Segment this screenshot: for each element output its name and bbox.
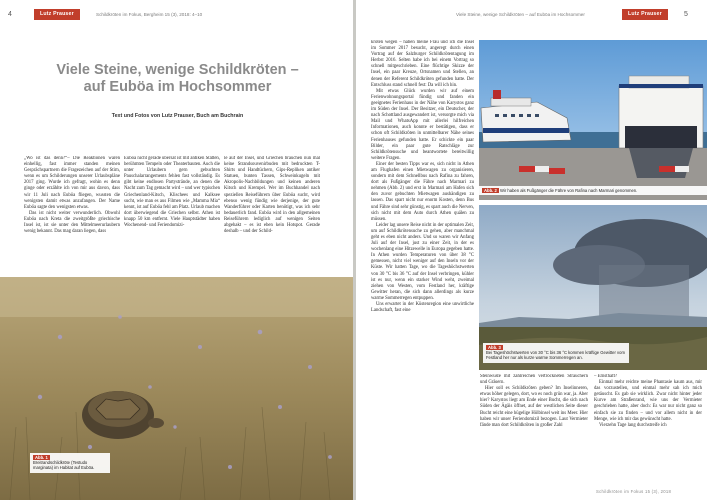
title-line-1: Viele Steine, wenige Schildkröten – xyxy=(56,62,299,78)
paragraph: kröten wegen – haben meine Frau und ich die Insel im Sommer 2017 besucht, angeregt durch einen Vortrag auf der Salzburger Schildkrötentagung im Herbst 2016. Selten habe ich bei einem Vortrag so schnell mitgeschrieben. Eine flüchtige Skizze der Insel, ein paar Kreuze, Ortsnamen und Stellen, an denen der Referent Schildkröten gefunden hatte. Der Entschluss stand schnell fest: Da will ich hin. xyxy=(371,40,474,88)
caption-text: Breitrandschildkröte (Testudo marginata) im Habitat auf Euböa. xyxy=(33,460,95,471)
caption-abb-1 xyxy=(30,453,110,473)
paragraph: Einmal mehr reichte meine Phantasie kaum aus, mir das vorzustellen, und einmal mehr sah ich mich getäuscht. Es gab sie wirklich. Zwar nicht hinter jeder Kurve am Straßenrand, wie uns der Vermieter geschrieben hatte, aber doch: Es war nur nicht ganz so einfach sie zu finden – und vor allem nicht in der Menge, wie ich mir das gewünscht hatte. xyxy=(594,380,702,422)
tortoise-habitat-photo xyxy=(0,277,353,500)
title-line-2: auf Euböa im Hochsommer xyxy=(83,79,272,95)
left-page xyxy=(0,0,353,500)
caption-abb-3 xyxy=(483,343,629,363)
author-tag: Lutz Prauser xyxy=(622,9,668,20)
paragraph: Einer der besten Tipps war es, sich nicht in Athen am Flughafen einen Mietwagen zu organisieren, sondern mit dem Schnellbus nach Rafina zu fahren, dort als Fußgänger die Fähre nach Marmari zu nehmen (Abb. 2) und erst in Marmari am Hafen sich den zuvor gebuchten Mietwagen aushändigen zu lassen. Das spart nicht nur enorm Kosten, denn Bus und Fähre sind sehr günstig, es spart auch die Nerven, sich nicht mit dem Auto durch Athen quälen zu müssen. xyxy=(371,161,474,222)
page-number: 5 xyxy=(684,11,688,18)
paragraph: Hier soll es Schildkröten geben? Im Inselinneren, etwas höher gelegen, dort, wo es noch grün war, ja. Aber hier? Karystos liegt am Ende einer Bucht, die sich nach Süden der Ägäis öffnet, auf der westlichen Seite dieser Bucht reicht eine hügelige Hölbinsel weit ins Meer. Hier haben wir unser Feriendomizil bezogen. Laut Vermieter fände man dort Schildkröten in großer Zahl xyxy=(480,386,588,428)
caption-text: Bei Tageshöchstwerten von 30 °C bis 36 °C kommen kräftige Gewitter vom Festland her nur als kurze warme Sommerregen an. xyxy=(486,350,625,361)
running-head: Viele Steine, wenige Schildkröten – auf Euböa im Hochsommer xyxy=(456,12,585,17)
figure-label: Abb. 3 xyxy=(488,345,501,350)
paragraph: Euböa nicht gerade übersät ist mit antiken Stätten, berühmten Tempeln oder Theaterbauten. Auch die unter Urlaubern gern gebuchten Pauschalarrangements fehlen fast vollständig. Es gibt keine endlosen Partystrände, an denen die Nacht zum Tag gemacht wird – und wer typischen Griechenland-Kitsch, Klischees und Kalksee sucht, wie man es aus Filmen wie „Mamma Mia“ kennt, ist auf Euböa fehl am Platz. Urlaub machen dort überwiegend die Griechen selbst. Athen ist knapp 50 km entfernt. Viele Hauptstädter haben Wochenend- und Feriendomizi- xyxy=(124,156,220,229)
caption-text: Wir haben als Fußgänger die Fähre von Rafina nach Marmari genommen. xyxy=(499,188,638,193)
page-number: 4 xyxy=(8,11,12,18)
paragraph: Das ist nicht weiter verwunderlich. Obwohl Euböa nach Kreta die zweitgrößte griechische Insel ist, ist sie unter den Mittelmeerurlaubern wenig bekannt. Das mag daran liegen, dass xyxy=(24,210,120,235)
paragraph: Vierzehn Tage lang durchstreife ich xyxy=(599,422,667,428)
paragraph: – Ernsthaft? xyxy=(594,374,618,379)
text-column-1 xyxy=(24,156,120,274)
running-head: Schildkröten im Fokus, Bergheim 15 (3), 2018: 4–10 xyxy=(96,12,203,17)
text-column-3 xyxy=(594,374,702,492)
paragraph: Mit etwas Glück wurden wir auf einem Ferienwohnungsportal fündig und fanden ein geeignetes Ferienhaus in der Nähe von Karystos ganz im Süden der Insel. Der Besitzer, ein Deutscher, der nach Schottland ausgewandert ist, versorgte mich via Mail und WhatsApp mit allerlei hilfreichen Informationen, auch konnte er bestätigen, dass er schon oft Schildkröten in unmittelbarer Nähe seines Ferienhauses gefunden hatte. Er schickte ein paar Bilder, ein paar gute Ratschläge zur Schildkrötensuche und beantwortete bereitwillig weitere Fragen. xyxy=(371,88,474,161)
figure-label: Abb. 1 xyxy=(35,455,48,460)
paragraph: le auf der Insel, und Griechen brauchen nun mal keine Strandsouvenirbuden mit bedruckten T-Shirts und Handtüchern, Gips-Repliken antiker Statuen, bunten Tassen, Schweinkugeln mit Akropolis-Nachbildungen und keinen anderen Kitsch und Krempel. Wer im Buchhandel nach speziellen Reiseführern über Euböa sucht, wird ebenso wenig fündig wie derjenige, der gute Wanderführer oder Karten benötigt, was ich sehr bedauerlich fand. Euböa wird in den allgemeinen Reiseführern lediglich auf wenigen Seiten abgehakt – es ist eben kein Hotspot. Gerade deshalb – und der Schild- xyxy=(224,156,320,235)
paragraph: Steinwüste mit zahlreichen vertrockneten Sträuchern und Gräsern. xyxy=(480,374,588,386)
ferry-photo xyxy=(479,40,707,200)
text-column-2 xyxy=(480,374,588,492)
caption-abb-2 xyxy=(479,186,707,195)
text-column-2 xyxy=(124,156,220,274)
right-page xyxy=(356,0,709,500)
article-title xyxy=(40,62,315,96)
byline: Text und Fotos von Lutz Prauser, Buch am Buchrain xyxy=(111,113,244,119)
author-tag: Lutz Prauser xyxy=(34,9,80,20)
ferry-image xyxy=(479,40,707,200)
storm-photo xyxy=(479,205,707,370)
paragraph: Leider lag unsere Reise nicht in der optimalen Zeit, um auf Schildkrötensuche zu gehen, aber manchmal geht es eben nicht anders. Und so waren wir Anfang Juli auf der Insel, just zu einer Zeit, in der es wochenlang eine Hitzewelle in Europa gegeben hatte. In Athen wurden Temperaturen von über 38 °C gemessen, nicht viel weniger auf den Inseln vor der Küste. Wir hatten Tage, wo die Tageshöchstwerten von 30 °C bis 36 °C auf der Insel verbringen, kühler ist es nur, wenn ein starker Wind weht, zweimal ziehen von Westen, vom Festland her, kräftige Gewitter heran, die sich dann allerdings als kurze warme Sommerregen entpuppen. xyxy=(371,222,474,301)
text-column-3 xyxy=(224,156,320,274)
footer: Schildkröten im Fokus 15 (3), 2018 xyxy=(596,489,672,494)
figure-label: Abb. 2 xyxy=(484,188,497,193)
paragraph: Uns erwartet in der Küstenregion eine unwirtliche Landschaft, fast eine xyxy=(371,302,474,314)
text-column-1 xyxy=(371,40,474,492)
paragraph: „Wo ist das denn?“– Die Reaktionen waren einhellig, fast immer standen meinen Gesprächspartnern die Fragezeichen auf der Stirn, wenn es um Schilderungen unserer Urlaubspläne 2017 ging. Wurde ich gefragt, wohin es denn ginge oder erzählte ich von mir aus davon, dass wir 11 Juli nach Euböa fliegen, wussten die wenigsten damit etwas anzufangen. Der Name Euböa sagte den wenigsten etwas. xyxy=(24,156,120,210)
